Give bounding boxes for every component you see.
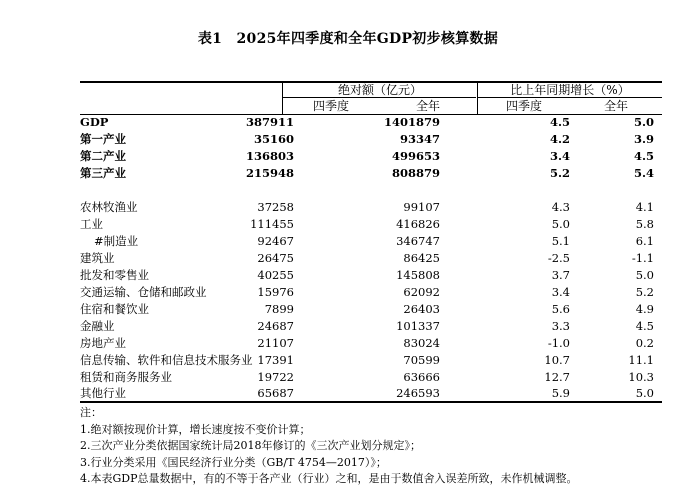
year-value: 101337 — [396, 319, 440, 333]
q4-value: 40255 — [257, 268, 294, 282]
q4-value: 136803 — [245, 149, 294, 163]
table-row — [80, 301, 662, 318]
header-growth-rate: 比上年同期增长（%） — [510, 83, 630, 97]
table-row — [80, 233, 662, 250]
q4-growth: 4.2 — [549, 132, 570, 146]
year-growth: 5.0 — [635, 268, 654, 282]
row-name: 建筑业 — [80, 251, 115, 265]
year-value: 86425 — [403, 251, 440, 265]
q4-value: 65687 — [257, 386, 294, 400]
q4-value: 21107 — [257, 336, 294, 350]
row-name: 信息传输、软件和信息技术服务业 — [80, 353, 253, 367]
header-absolute-value: 绝对额（亿元） — [337, 83, 422, 97]
note-item: 4.本表GDP总量数据中，有的不等于各产业（行业）之和，是由于数值舍入误差所致，未作机械调整。 — [80, 472, 578, 485]
year-growth: 3.9 — [633, 132, 654, 146]
table-row-primary-industry — [80, 131, 662, 148]
q4-value: 19722 — [257, 370, 294, 384]
q4-value: 35160 — [253, 132, 294, 146]
q4-value: 92467 — [257, 234, 294, 248]
year-growth: 0.2 — [635, 336, 654, 350]
year-growth: -1.1 — [631, 251, 654, 265]
year-growth: 11.1 — [628, 353, 654, 367]
year-growth: 5.4 — [633, 166, 654, 180]
table-row — [80, 335, 662, 352]
row-name: 第一产业 — [80, 132, 126, 146]
q4-value: 15976 — [257, 285, 294, 299]
q4-growth: 3.4 — [549, 149, 570, 163]
row-name: 批发和零售业 — [80, 268, 149, 282]
q4-growth: 4.3 — [551, 200, 570, 214]
q4-growth: 5.1 — [551, 234, 570, 248]
year-growth: 6.1 — [635, 234, 654, 248]
q4-growth: 4.5 — [549, 115, 570, 129]
row-name: 租赁和商务服务业 — [80, 370, 172, 384]
note-item: 3.行业分类采用《国民经济行业分类（GB/T 4754—2017）》； — [80, 455, 387, 469]
header-year: 全年 — [415, 99, 440, 113]
year-value: 26403 — [403, 302, 440, 316]
table-row — [80, 199, 662, 216]
year-value: 99107 — [403, 200, 440, 214]
row-name: 农林牧渔业 — [80, 200, 138, 214]
row-name: 其他行业 — [80, 386, 126, 400]
row-name: 房地产业 — [80, 336, 126, 350]
q4-growth: 5.6 — [551, 302, 570, 316]
year-growth: 10.3 — [628, 370, 654, 384]
q4-growth: 10.7 — [544, 353, 570, 367]
year-growth: 5.0 — [633, 115, 654, 129]
q4-growth: 5.0 — [551, 217, 570, 231]
q4-growth: 3.3 — [551, 319, 570, 333]
header-q4-growth: 四季度 — [505, 99, 542, 113]
q4-growth: 5.2 — [549, 166, 570, 180]
group-header-rule-right — [478, 97, 662, 98]
table-row — [80, 385, 662, 402]
row-name: 金融业 — [80, 319, 115, 333]
q4-value: 26475 — [257, 251, 294, 265]
year-growth: 4.5 — [635, 319, 654, 333]
row-name: 第三产业 — [80, 166, 126, 180]
row-name: 交通运输、仓储和邮政业 — [80, 285, 207, 299]
header-q4: 四季度 — [312, 99, 349, 113]
q4-growth: -2.5 — [547, 251, 570, 265]
table-row-secondary-industry — [80, 148, 662, 165]
row-name: 工业 — [80, 217, 103, 231]
row-name: GDP — [80, 115, 109, 129]
table-notes — [80, 405, 680, 488]
q4-value: 17391 — [257, 353, 294, 367]
table-row — [80, 267, 662, 284]
year-value: 1401879 — [383, 115, 440, 129]
table-row — [80, 369, 662, 386]
q4-value: 37258 — [257, 200, 294, 214]
year-value: 346747 — [396, 234, 440, 248]
row-name: #制造业 — [94, 234, 139, 248]
q4-value: 111455 — [250, 217, 294, 231]
year-growth: 4.5 — [633, 149, 654, 163]
table-row — [80, 352, 662, 369]
table-row-tertiary-industry — [80, 165, 662, 182]
year-growth: 5.8 — [635, 217, 654, 231]
year-value: 62092 — [403, 285, 440, 299]
year-growth: 4.9 — [635, 302, 654, 316]
table-row — [80, 318, 662, 335]
note-item: 2.三次产业分类依据国家统计局2018年修订的《三次产业划分规定》； — [80, 439, 421, 452]
year-growth: 5.2 — [635, 285, 654, 299]
q4-growth: -1.0 — [547, 336, 570, 350]
header-year-growth: 全年 — [603, 99, 628, 113]
q4-growth: 3.7 — [551, 268, 570, 282]
year-value: 499653 — [391, 149, 440, 163]
table-title: 表1 2025年四季度和全年GDP初步核算数据 — [197, 31, 499, 47]
q4-growth: 3.4 — [551, 285, 570, 299]
row-name: 住宿和餐饮业 — [80, 302, 149, 316]
year-value: 246593 — [396, 386, 440, 400]
q4-growth: 12.7 — [544, 370, 570, 384]
year-value: 145808 — [396, 268, 440, 282]
table-row-gdp — [80, 114, 662, 131]
year-value: 93347 — [399, 132, 440, 146]
row-name: 第二产业 — [80, 149, 126, 163]
q4-value: 7899 — [264, 302, 294, 316]
notes-heading: 注： — [80, 406, 102, 419]
q4-value: 215948 — [245, 166, 294, 180]
table-row — [80, 216, 662, 233]
year-value: 83024 — [403, 336, 440, 350]
year-growth: 4.1 — [635, 200, 654, 214]
note-item: 1.绝对额按现价计算，增长速度按不变价计算； — [80, 422, 311, 436]
group-header-rule-left — [282, 97, 476, 98]
year-value: 808879 — [391, 166, 440, 180]
year-value: 70599 — [403, 353, 440, 367]
year-value: 416826 — [396, 217, 440, 231]
q4-value: 387911 — [245, 115, 294, 129]
table-row — [80, 284, 662, 301]
q4-value: 24687 — [257, 319, 294, 333]
table-row — [80, 250, 662, 267]
q4-growth: 5.9 — [551, 386, 570, 400]
year-growth: 5.0 — [635, 386, 654, 400]
year-value: 63666 — [403, 370, 440, 384]
